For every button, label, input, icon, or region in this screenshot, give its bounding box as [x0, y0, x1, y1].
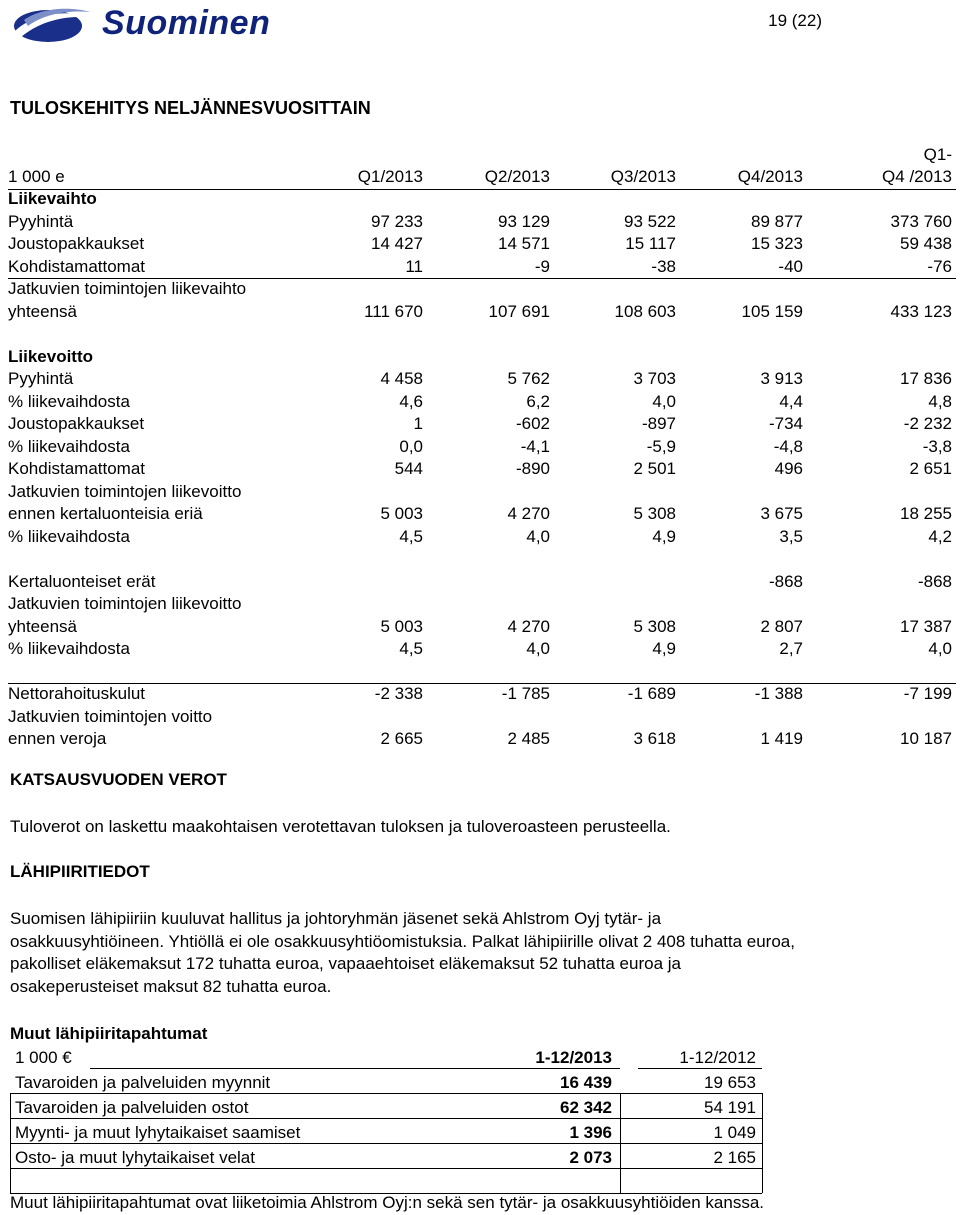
cell-value: 2 073 [569, 1148, 612, 1167]
transactions-footnote: Muut lähipiiritapahtumat ovat liiketoimia Ahlstrom Oyj:n sekä sen tytär- ja osakkuusyhtiöiden kanssa. [10, 1193, 765, 1212]
column-header: Q4/2013 [737, 167, 803, 186]
cell-value: 93 129 [498, 211, 550, 231]
transactions-heading: Muut lähipiiritapahtumat [10, 1024, 208, 1043]
row-label: Pyyhintä [8, 369, 74, 388]
cell-value: -1 388 [754, 684, 803, 703]
unit-label: 1 000 € [15, 1048, 72, 1067]
cell-value: 107 691 [488, 301, 550, 321]
cell-value: 2 501 [633, 459, 676, 478]
cell-value: 105 159 [741, 301, 803, 321]
table-header-line1 [8, 144, 956, 167]
table-row [8, 458, 956, 481]
cell-value: -897 [641, 414, 676, 433]
table-row [8, 278, 956, 301]
cell-value: 5 003 [380, 616, 423, 636]
cell-value: 1 049 [713, 1123, 756, 1142]
header-underline [90, 1068, 620, 1069]
table-row [8, 683, 956, 706]
table-rule [620, 1093, 621, 1193]
total-column-header-line1: Q1- [923, 145, 952, 164]
cell-value: 4,0 [928, 639, 952, 658]
column-header: Q3/2013 [610, 167, 676, 186]
row-label: yhteensä [8, 301, 77, 321]
row-label: Myynti- ja muut lyhytaikaiset saamiset [15, 1123, 301, 1142]
cell-value: -38 [651, 256, 676, 276]
cell-value: 14 427 [371, 234, 423, 253]
row-label: Jatkuvien toimintojen voitto [8, 706, 213, 726]
cell-value: 3 913 [760, 369, 803, 388]
table-row [8, 526, 956, 549]
cell-value: 433 123 [890, 301, 952, 321]
table-row [10, 1145, 762, 1170]
cell-value: -40 [778, 256, 803, 276]
row-label: % liikevaihdosta [8, 639, 130, 658]
paragraph-line: Suomisen lähipiiriin kuuluvat hallitus ja johtoryhmän jäsenet sekä Ahlstrom Oyj tytär- ja [10, 909, 662, 928]
cell-value: 3 618 [633, 729, 676, 748]
cell-value: -1 785 [501, 684, 550, 703]
row-label: yhteensä [8, 616, 77, 636]
table-row [8, 593, 956, 616]
cell-value: 2 807 [760, 616, 803, 636]
cell-value: 5 308 [633, 616, 676, 636]
row-label: % liikevaihdosta [8, 436, 130, 456]
logo-wordmark: Suominen [102, 4, 271, 42]
unit-label: 1 000 e [8, 167, 65, 186]
table-rule [10, 1093, 11, 1193]
row-label: Jatkuvien toimintojen liikevoitto [8, 594, 242, 613]
row-label: Nettorahoituskulut [8, 684, 146, 703]
cell-value: 2 651 [909, 459, 952, 478]
cell-value: -602 [515, 414, 550, 433]
table-row [8, 391, 956, 414]
cell-value: -76 [927, 256, 952, 276]
table-rule [762, 1093, 763, 1193]
column-header: Q1/2013 [357, 167, 423, 186]
row-label: ennen veroja [8, 729, 107, 748]
paragraph-line: pakolliset eläkemaksut 172 tuhatta euroa, vapaaehtoiset eläkemaksut 52 tuhatta euroa ja [10, 954, 681, 973]
table-row [8, 481, 956, 504]
table-row [8, 323, 956, 346]
cell-value: 0,0 [399, 436, 423, 456]
cell-value: 4,4 [779, 391, 803, 411]
cell-value: 97 233 [371, 211, 423, 231]
paragraph-line: osakeperusteiset maksut 82 tuhatta euroa. [10, 976, 332, 996]
cell-value: 4,8 [928, 391, 952, 411]
cell-value: 4,6 [399, 391, 423, 411]
cell-value: -868 [768, 571, 803, 591]
row-label: Pyyhintä [8, 211, 74, 231]
row-label: Kohdistamattomat [8, 256, 146, 276]
table-row [8, 661, 956, 685]
page-number: 19 (22) [768, 11, 822, 30]
cell-value: 17 387 [900, 616, 952, 636]
cell-value: 54 191 [704, 1098, 756, 1117]
table-row [8, 346, 956, 369]
row-label: Joustopakkaukset [8, 414, 145, 433]
row-label: Osto- ja muut lyhytaikaiset velat [15, 1148, 255, 1167]
table-row [10, 1120, 762, 1145]
cell-value: 2 165 [713, 1148, 756, 1167]
column-header: Q2/2013 [484, 167, 550, 186]
table-row [8, 728, 956, 751]
row-label: ennen kertaluonteisia eriä [8, 504, 203, 523]
taxes-text: Tuloverot on laskettu maakohtaisen verotettavan tuloksen ja tuloveroasteen perusteella. [10, 817, 671, 836]
cell-value: 4,0 [526, 526, 550, 546]
cell-value: 544 [394, 459, 423, 478]
cell-value: -734 [768, 414, 803, 433]
related-party-heading: LÄHIPIIRITIEDOT [10, 862, 150, 881]
row-label: Joustopakkaukset [8, 234, 145, 253]
cell-value: 62 342 [560, 1098, 612, 1117]
cell-value: 16 439 [560, 1073, 612, 1092]
row-label: Liikevoitto [8, 346, 94, 366]
table-row [8, 188, 956, 211]
cell-value: 2,7 [779, 639, 803, 658]
cell-value: 1 419 [760, 729, 803, 748]
cell-value: 111 670 [364, 301, 423, 321]
table-rule [10, 1118, 762, 1119]
cell-value: 1 [413, 414, 423, 433]
cell-value: 496 [774, 459, 803, 478]
table-row [8, 503, 956, 526]
table-row [8, 368, 956, 391]
cell-value: 108 603 [614, 301, 676, 321]
cell-value: 15 117 [625, 234, 676, 253]
cell-value: -1 689 [627, 684, 676, 703]
cell-value: 19 653 [704, 1073, 756, 1092]
cell-value: -868 [917, 571, 952, 591]
cell-value: 373 760 [890, 211, 952, 231]
cell-value: 5 003 [380, 504, 423, 523]
row-label: % liikevaihdosta [8, 526, 130, 546]
row-label: Kohdistamattomat [8, 459, 146, 478]
cell-value: 4,0 [652, 391, 676, 411]
cell-value: 4,5 [399, 526, 423, 546]
cell-value: 2 485 [507, 729, 550, 748]
cell-value: -7 199 [903, 684, 952, 703]
row-label: % liikevaihdosta [8, 391, 130, 411]
cell-value: 2 665 [380, 729, 423, 748]
logo-swoosh-icon [10, 4, 98, 46]
header-underline [638, 1068, 762, 1069]
total-column-header-line2: Q4 /2013 [882, 167, 952, 186]
cell-value: 4,2 [928, 526, 952, 546]
table-rule [10, 1168, 762, 1169]
cell-value: 4,5 [399, 639, 423, 658]
taxes-heading: KATSAUSVUODEN VEROT [10, 770, 227, 789]
table-row [8, 706, 956, 729]
table-row [10, 1095, 762, 1120]
row-label: Jatkuvien toimintojen liikevaihto [8, 279, 247, 298]
column-header: 1-12/2012 [679, 1048, 756, 1067]
cell-value: 6,2 [526, 391, 550, 411]
cell-value: -3,8 [922, 436, 952, 456]
cell-value: 93 522 [624, 211, 676, 231]
cell-value: 4,0 [526, 639, 550, 658]
table-row [8, 571, 956, 594]
section-title: TULOSKEHITYS NELJÄNNESVUOSITTAIN [10, 98, 371, 118]
cell-value: 14 571 [498, 234, 550, 253]
cell-value: -5,9 [646, 436, 676, 456]
table-row [8, 413, 956, 436]
cell-value: 3 703 [633, 369, 676, 388]
paragraph-line: osakkuusyhtiöineen. Yhtiöllä ei ole osakkuusyhtiöomistuksia. Palkat lähipiirille olivat 2 408 tuhatta euroa, [10, 931, 795, 951]
table-row [10, 1070, 762, 1095]
cell-value: 59 438 [900, 234, 952, 253]
table-rule [10, 1093, 762, 1094]
cell-value: 4,9 [652, 639, 676, 658]
transactions-header-row [10, 1045, 762, 1070]
table-row [8, 256, 956, 280]
cell-value: -2 232 [903, 414, 952, 433]
cell-value: 1 396 [569, 1123, 612, 1142]
table-header-row [8, 166, 956, 190]
cell-value: -4,1 [520, 436, 550, 456]
cell-value: 4 270 [507, 504, 550, 523]
table-row [8, 638, 956, 661]
cell-value: 5 762 [507, 369, 550, 388]
cell-value: 10 187 [900, 729, 952, 748]
cell-value: 89 877 [751, 211, 803, 231]
cell-value: 3 675 [760, 504, 803, 523]
cell-value: 3,5 [779, 526, 803, 546]
table-row [8, 616, 956, 639]
table-row [8, 436, 956, 459]
column-header: 1-12/2013 [535, 1048, 612, 1067]
cell-value: 11 [405, 256, 423, 276]
table-row [8, 211, 956, 234]
company-logo [10, 4, 310, 46]
cell-value: -9 [534, 256, 550, 276]
related-party-paragraph [10, 908, 795, 998]
row-label: Tavaroiden ja palveluiden ostot [15, 1098, 249, 1117]
table-row [8, 301, 956, 324]
cell-value: 15 323 [751, 234, 803, 253]
cell-value: 5 308 [633, 504, 676, 523]
row-label: Tavaroiden ja palveluiden myynnit [15, 1073, 271, 1092]
cell-value: -4,8 [773, 436, 803, 456]
cell-value: 4 270 [507, 616, 550, 636]
table-row [8, 548, 956, 571]
cell-value: 4,9 [652, 526, 676, 546]
transactions-table [10, 1045, 762, 1170]
cell-value: -890 [515, 459, 550, 478]
cell-value: 18 255 [900, 504, 952, 523]
row-label: Kertaluonteiset erät [8, 571, 156, 591]
cell-value: 17 836 [900, 369, 952, 388]
cell-value: -2 338 [374, 684, 423, 703]
table-rule [10, 1143, 762, 1144]
row-label: Jatkuvien toimintojen liikevoitto [8, 481, 242, 501]
cell-value: 4 458 [380, 369, 423, 388]
table-row [8, 233, 956, 256]
row-label: Liikevaihto [8, 189, 97, 208]
